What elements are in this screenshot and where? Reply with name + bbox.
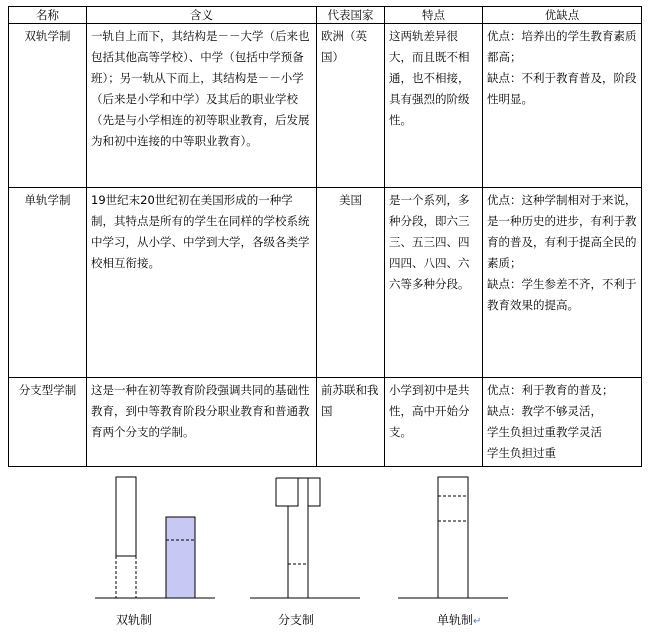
school-system-table [8, 6, 642, 467]
header-name: 名称 [9, 7, 87, 24]
row-feature: 是一个系列，多种分段，即六三三、五三四、四四四、八四、六六等多种分段。 [385, 188, 483, 378]
row-country: 欧洲（英国） [317, 24, 385, 188]
branch-shape [276, 478, 320, 598]
row-feature: 这两轨差异很大，而且既不相通，也不相接，具有强烈的阶级性。 [385, 24, 483, 188]
cons-line-extra: 学生负担过重 [487, 446, 556, 460]
row-name: 单轨学制 [9, 188, 87, 378]
row-country: 美国 [317, 188, 385, 378]
dual-track-caption: 双轨制 [116, 613, 153, 627]
row-name: 分支型学制 [9, 378, 87, 467]
row-name: 双轨学制 [9, 24, 87, 188]
upper-track-bar [116, 477, 136, 556]
pros-line: 优点：培养出的学生教育素质都高； [487, 29, 637, 64]
cons-line: 缺点：学生参差不齐，不利于教育效果的提高。 [487, 277, 637, 312]
branch-caption: 分支制 [278, 613, 315, 627]
table-row [9, 188, 642, 378]
header-pros-cons: 优缺点 [483, 7, 642, 24]
single-caption-text: 单轨制 [437, 613, 474, 627]
row-country: 前苏联和我国 [317, 378, 385, 467]
table-row [9, 24, 642, 188]
header-feature: 特点 [385, 7, 483, 24]
header-country: 代表国家 [317, 7, 385, 24]
row-feature: 小学到初中是共性，高中开始分支。 [385, 378, 483, 467]
row-pros-cons [483, 378, 642, 467]
return-mark-icon: ↵ [473, 616, 482, 627]
row-meaning: 19世纪末20世纪初在美国形成的一种学制，其特点是所有的学生在同样的学校系统中学习，从小学、中学到大学，各级各类学校相互衔接。 [87, 188, 317, 378]
single-track-caption [437, 611, 481, 628]
cons-line: 缺点：教学不够灵活， [487, 404, 602, 418]
single-track-bar [438, 477, 468, 598]
pros-line: 优点：利于教育的普及； [487, 383, 614, 397]
header-meaning: 含义 [87, 7, 317, 24]
dual-track-diagram [95, 474, 215, 604]
row-pros-cons [483, 24, 642, 188]
cons-line-extra: 学生负担过重教学灵活 [487, 425, 602, 439]
branch-diagram [250, 474, 360, 604]
pros-line: 优点：这种学制相对于来说，是一种历史的进步，有利于教育的普及，有利于提高全民的素质； [487, 193, 637, 270]
row-meaning: 一轨自上而下，其结构是－－大学（后来也包括其他高等学校）、中学（包括中学预备班）；另一轨从下而上，其结构是－－小学（后来是小学和中学）及其后的职业学校（先是与小学相连的初等职业教育，后发展为和初中连接的中等职业教育）。 [87, 24, 317, 188]
single-track-diagram [398, 474, 508, 604]
table-header-row [9, 7, 642, 24]
cons-line: 缺点：不利于教育普及，阶段性明显。 [487, 71, 637, 106]
row-meaning: 这是一种在初等教育阶段强调共同的基础性教育，到中等教育阶段分职业教育和普通教育两个分支的学制。 [87, 378, 317, 467]
row-pros-cons [483, 188, 642, 378]
lower-track-bar [166, 517, 195, 598]
table-row [9, 378, 642, 467]
